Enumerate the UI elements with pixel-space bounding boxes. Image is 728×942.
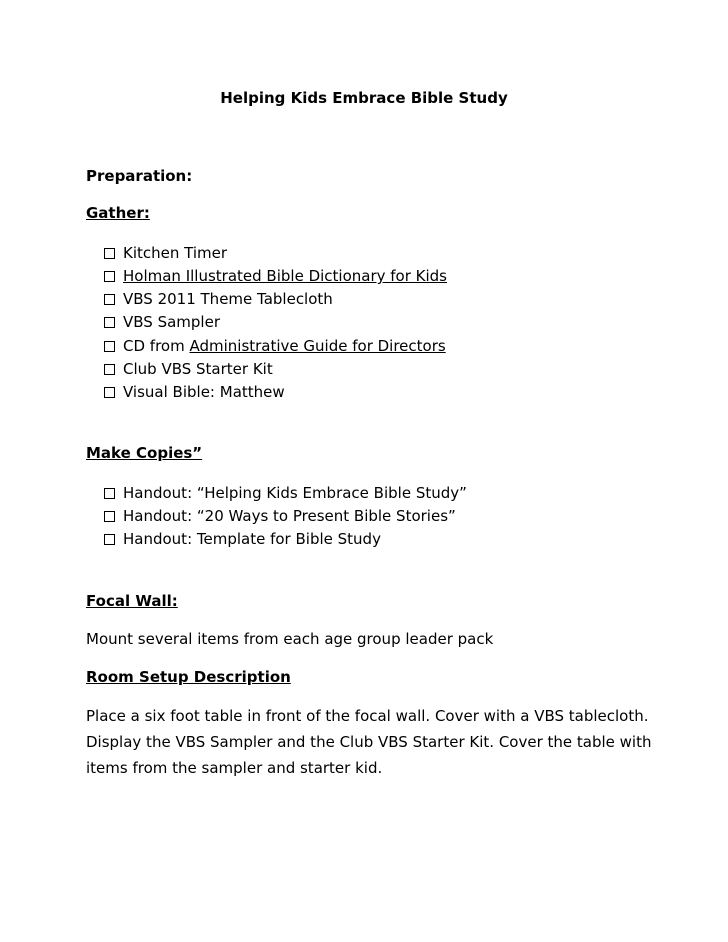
- checkbox-icon: [104, 317, 115, 328]
- checkbox-icon: [104, 271, 115, 282]
- gather-item-visual-bible: [104, 381, 285, 403]
- checkbox-icon: [104, 511, 115, 522]
- gather-item-holman-dictionary: [104, 265, 447, 287]
- checkbox-icon: [104, 294, 115, 305]
- item-label-link: Administrative Guide for Directors: [189, 337, 446, 355]
- item-label: Club VBS Starter Kit: [123, 360, 273, 378]
- focal-wall-heading: Focal Wall:: [86, 592, 178, 610]
- page-title: Helping Kids Embrace Bible Study: [220, 89, 508, 107]
- checkbox-icon: [104, 488, 115, 499]
- copies-item-handout-1: [104, 482, 467, 504]
- make-copies-heading: Make Copies”: [86, 444, 203, 462]
- item-label: Holman Illustrated Bible Dictionary for Kids: [123, 267, 448, 285]
- gather-item-cd: [104, 335, 446, 357]
- copies-item-handout-3: [104, 528, 381, 550]
- focal-wall-text: Mount several items from each age group leader pack: [86, 630, 494, 648]
- checkbox-icon: [104, 364, 115, 375]
- checkbox-icon: [104, 341, 115, 352]
- item-label: Handout: “Helping Kids Embrace Bible Study”: [123, 484, 467, 502]
- item-label: Handout: Template for Bible Study: [123, 530, 381, 548]
- item-label: Visual Bible: Matthew: [123, 383, 285, 401]
- preparation-heading: Preparation:: [86, 167, 193, 185]
- item-label-prefix: CD from: [123, 337, 190, 355]
- copies-item-handout-2: [104, 505, 456, 527]
- checkbox-icon: [104, 248, 115, 259]
- gather-heading: Gather:: [86, 204, 150, 222]
- room-setup-text: Place a six foot table in front of the focal wall. Cover with a VBS tablecloth. Display the VBS Sampler and the Club VBS Starter Kit. Cover the table with items from the sampler and starter kid.: [86, 707, 652, 777]
- item-label: Kitchen Timer: [123, 244, 228, 262]
- item-label: VBS Sampler: [123, 313, 220, 331]
- gather-item-starter-kit: [104, 358, 273, 380]
- gather-item-tablecloth: [104, 288, 333, 310]
- checkbox-icon: [104, 534, 115, 545]
- gather-item-vbs-sampler: [104, 311, 220, 333]
- room-setup-heading: Room Setup Description: [86, 668, 291, 686]
- item-label: Handout: “20 Ways to Present Bible Stories”: [123, 507, 456, 525]
- checkbox-icon: [104, 387, 115, 398]
- gather-item-kitchen-timer: [104, 242, 227, 264]
- item-label: VBS 2011 Theme Tablecloth: [123, 290, 333, 308]
